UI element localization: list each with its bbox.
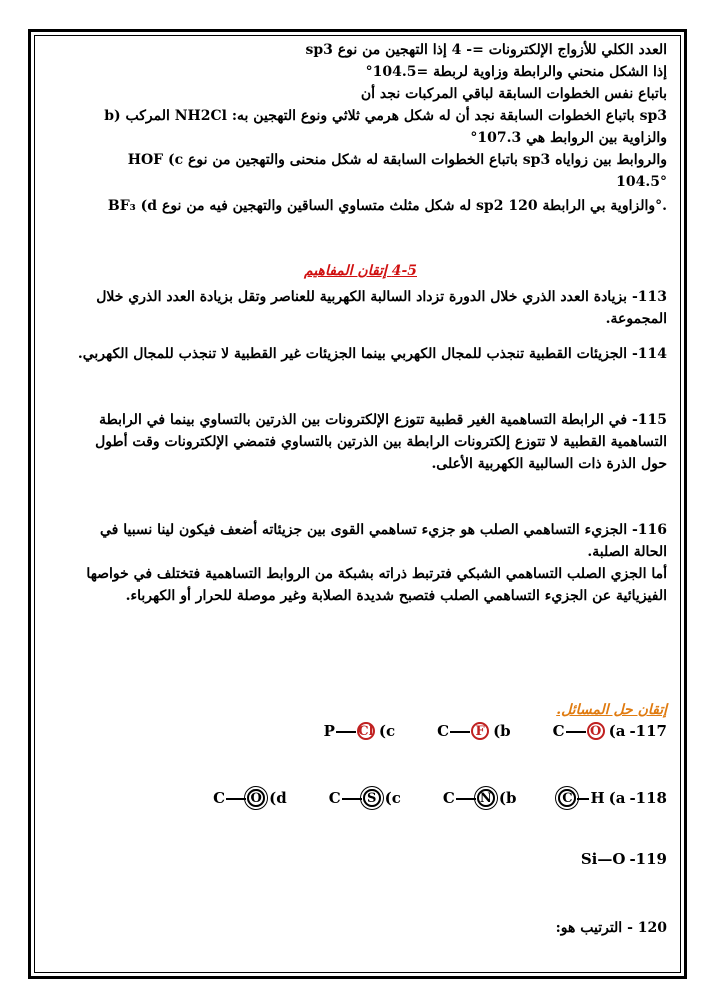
atom: C (328, 789, 341, 807)
text-line: العدد الكلي للأزواج الإلكترونات =- 4 إذا التهجين من نوع sp3 (305, 42, 667, 58)
text-line: 104.5° (616, 174, 667, 190)
bond-118-c (329, 789, 401, 807)
atom: C (442, 789, 455, 807)
item-label: (a (608, 789, 626, 807)
circled-atom: O (247, 789, 265, 807)
circled-atom: F (471, 722, 489, 740)
item-label: (a (608, 722, 626, 740)
section-heading-problems: إتقان حل المسائل. (556, 702, 667, 718)
answer-115-line: حول الذرة ذات السالبية الكهربية الأعلى. (431, 456, 667, 472)
item-label: (b (498, 789, 517, 807)
bond-line (342, 798, 362, 800)
bond-118-a (558, 789, 667, 807)
answer-116-line: أما الجزي الصلب التساهمي الشبكي فترتبط ذراته بشبكة من الروابط التساهمية فتختلف في خواصها (86, 566, 667, 582)
atom: C (552, 722, 565, 740)
problem-number: -119 (629, 850, 667, 868)
item-label: (c (384, 789, 401, 807)
bond-118-b (443, 789, 517, 807)
bond-text: Si—O (580, 850, 626, 868)
item-label: (c (378, 722, 396, 740)
answer-115-line: التساهمية القطبية لا تتوزع إلكترونات الرابطة بين الذرتين بالتساوي فتمضي الإلكترونات وقت أطول (95, 434, 667, 450)
circled-atom: N (477, 789, 495, 807)
answer-113-line: المجموعة. (605, 311, 667, 327)
atom: H (590, 789, 605, 807)
answer-116-line: الحالة الصلبة. (587, 544, 667, 560)
problem-number: -118 (629, 789, 667, 807)
atom: P (323, 722, 335, 740)
atom: C (213, 789, 226, 807)
text-line: والزاوية بين الروابط هي 107.3° (470, 130, 667, 146)
answer-120: 120 - الترتيب هو: (555, 920, 667, 936)
answer-115-line: 115- في الرابطة التساهمية الغير قطبية تتوزع الإلكترونات بين الذرتين بالتساوي بينما في الرابطة (99, 412, 667, 428)
bond-117-b (437, 722, 511, 740)
circled-atom: O (587, 722, 605, 740)
text-line: إذا الشكل منحني والرابطة وزاوية لربطة =104.5° (365, 64, 667, 80)
bond-117-c (324, 722, 396, 740)
bond-118-d (213, 789, 287, 807)
page-border-inner (34, 35, 681, 973)
problem-number: -117 (629, 722, 667, 740)
bond-line (336, 731, 356, 733)
bond-line (566, 731, 586, 733)
text-line: BF₃ (d له شكل مثلث متساوي الساقين والتهجين فيه من نوع sp2 والزاوية بي الرابطة 120°. (107, 198, 667, 214)
bond-line (456, 798, 476, 800)
answer-116-line: 116- الجزيء التساهمي الصلب هو جزيء تساهمي القوى بين جزيئاته أضعف فيكون لينا نسبيا في (99, 522, 667, 538)
answer-113-line: 113- بزيادة العدد الذري خلال الدورة تزداد السالبة الكهربية للعناصر وتقل بزيادة العدد الذري خلال (96, 289, 667, 305)
answer-116-line: الفيزيائية عن الجزيء التساهمي الصلب فتصبح شديدة الصلابة وغير موصلة للحرار أو الكهرباء. (125, 588, 667, 604)
section-heading-concepts: 4-5 إتقان المفاهيم (304, 263, 417, 279)
atom: C (437, 722, 450, 740)
bond-117-a (553, 722, 667, 740)
answer-114: 114- الجزيئات القطبية تنجذب للمجال الكهربي بينما الجزيئات غير القطبية لا تنجذب للمجال الكهربي. (77, 346, 667, 362)
item-label: (b (493, 722, 511, 740)
problem-119-row (581, 850, 667, 868)
bond-line (450, 731, 470, 733)
problem-118-row (213, 789, 667, 807)
bond-line (226, 798, 246, 800)
text-line: b) المركب NH2Cl :باتباع الخطوات السابقة نجد أن له شكل هرمي ثلاثي ونوع التهجين به sp3 (104, 108, 667, 124)
bond-line (577, 798, 589, 800)
text-line: HOF (c باتباع الخطوات السابقة له شكل منحنى والتهجين من نوع sp3 والروابط بين زواياه (127, 152, 667, 168)
circled-atom: S (363, 789, 381, 807)
problem-117-row (324, 722, 667, 740)
text-line: باتباع نفس الخطوات السابقة لباقي المركبات نجد أن (360, 86, 667, 102)
item-label: (d (269, 789, 287, 807)
circled-atom: C (558, 789, 576, 807)
circled-atom: Cl (358, 723, 374, 739)
